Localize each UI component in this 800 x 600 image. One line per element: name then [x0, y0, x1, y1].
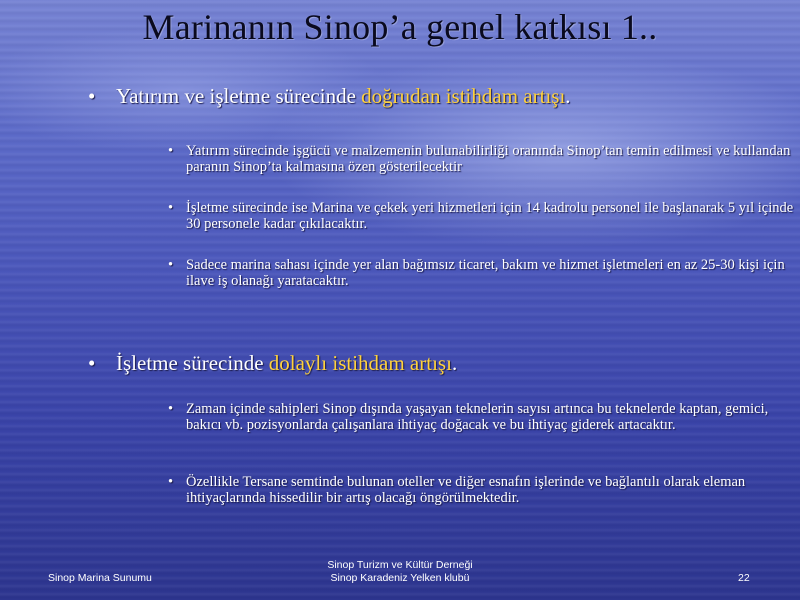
list-item	[168, 401, 794, 433]
footer-left: Sinop Marina Sunumu	[48, 572, 152, 584]
bullet-icon: •	[168, 143, 174, 159]
bullet-icon: •	[168, 200, 174, 216]
bullet-icon: •	[168, 474, 174, 490]
heading-text: Yatırım ve işletme sürecinde	[116, 84, 362, 108]
footer-center-line: Sinop Turizm ve Kültür Derneği	[327, 559, 473, 571]
heading-end: .	[565, 84, 571, 108]
list-item-text: Yatırım sürecinde işgücü ve malzemenin bulunabilirliği oranında Sinop’tan temin edilmesi ve kullandan paranın Sinop’ta kalmasına özen gösterilecektir	[186, 143, 791, 175]
section-heading-direct-employment	[88, 84, 571, 109]
heading-highlight: dolaylı istihdam artışı	[268, 351, 452, 375]
section-heading-indirect-employment	[88, 351, 457, 376]
bullet-icon: •	[88, 351, 96, 375]
heading-end: .	[451, 351, 458, 375]
list-item-text: Sadece marina sahası içinde yer alan bağımsız ticaret, bakım ve hizmet işletmeleri en az 25-30 kişi için ilave iş olanağı yaratacaktır.	[186, 257, 785, 289]
list-item-text: Zaman içinde sahipleri Sinop dışında yaşayan teknelerin sayısı artınca bu teknelerde kaptan, gemici, bakıcı vb. pozisyonlarda çalışanlara ihtiyaç doğacak ve bu ihtiyaç giderek artacaktır.	[186, 401, 769, 433]
footer-center	[300, 559, 500, 585]
list-item	[168, 200, 794, 232]
list-item	[168, 143, 794, 175]
list-item	[168, 257, 794, 289]
heading-text: İşletme sürecinde	[116, 351, 269, 375]
list-item-text: İşletme sürecinde ise Marina ve çekek yeri hizmetleri için 14 kadrolu personel ile başlanarak 5 yıl içinde 30 personele kadar çıkılacaktır.	[186, 200, 794, 232]
bullet-icon: •	[168, 401, 174, 417]
bullet-icon: •	[168, 257, 174, 273]
list-item-text: Özellikle Tersane semtinde bulunan oteller ve diğer esnafın işlerinde ve bağlantılı olarak eleman ihtiyaçlarında hissedilir bir artış olacağı öngörülmektedir.	[186, 474, 746, 506]
slide-title: Marinanın Sinop’a genel katkısı 1..	[142, 7, 658, 47]
page-number: 22	[738, 572, 750, 584]
bullet-icon: •	[88, 84, 96, 108]
footer-center-line: Sinop Karadeniz Yelken klubü	[330, 572, 470, 584]
list-item	[168, 474, 794, 506]
heading-highlight: doğrudan istihdam artışı	[361, 84, 566, 108]
